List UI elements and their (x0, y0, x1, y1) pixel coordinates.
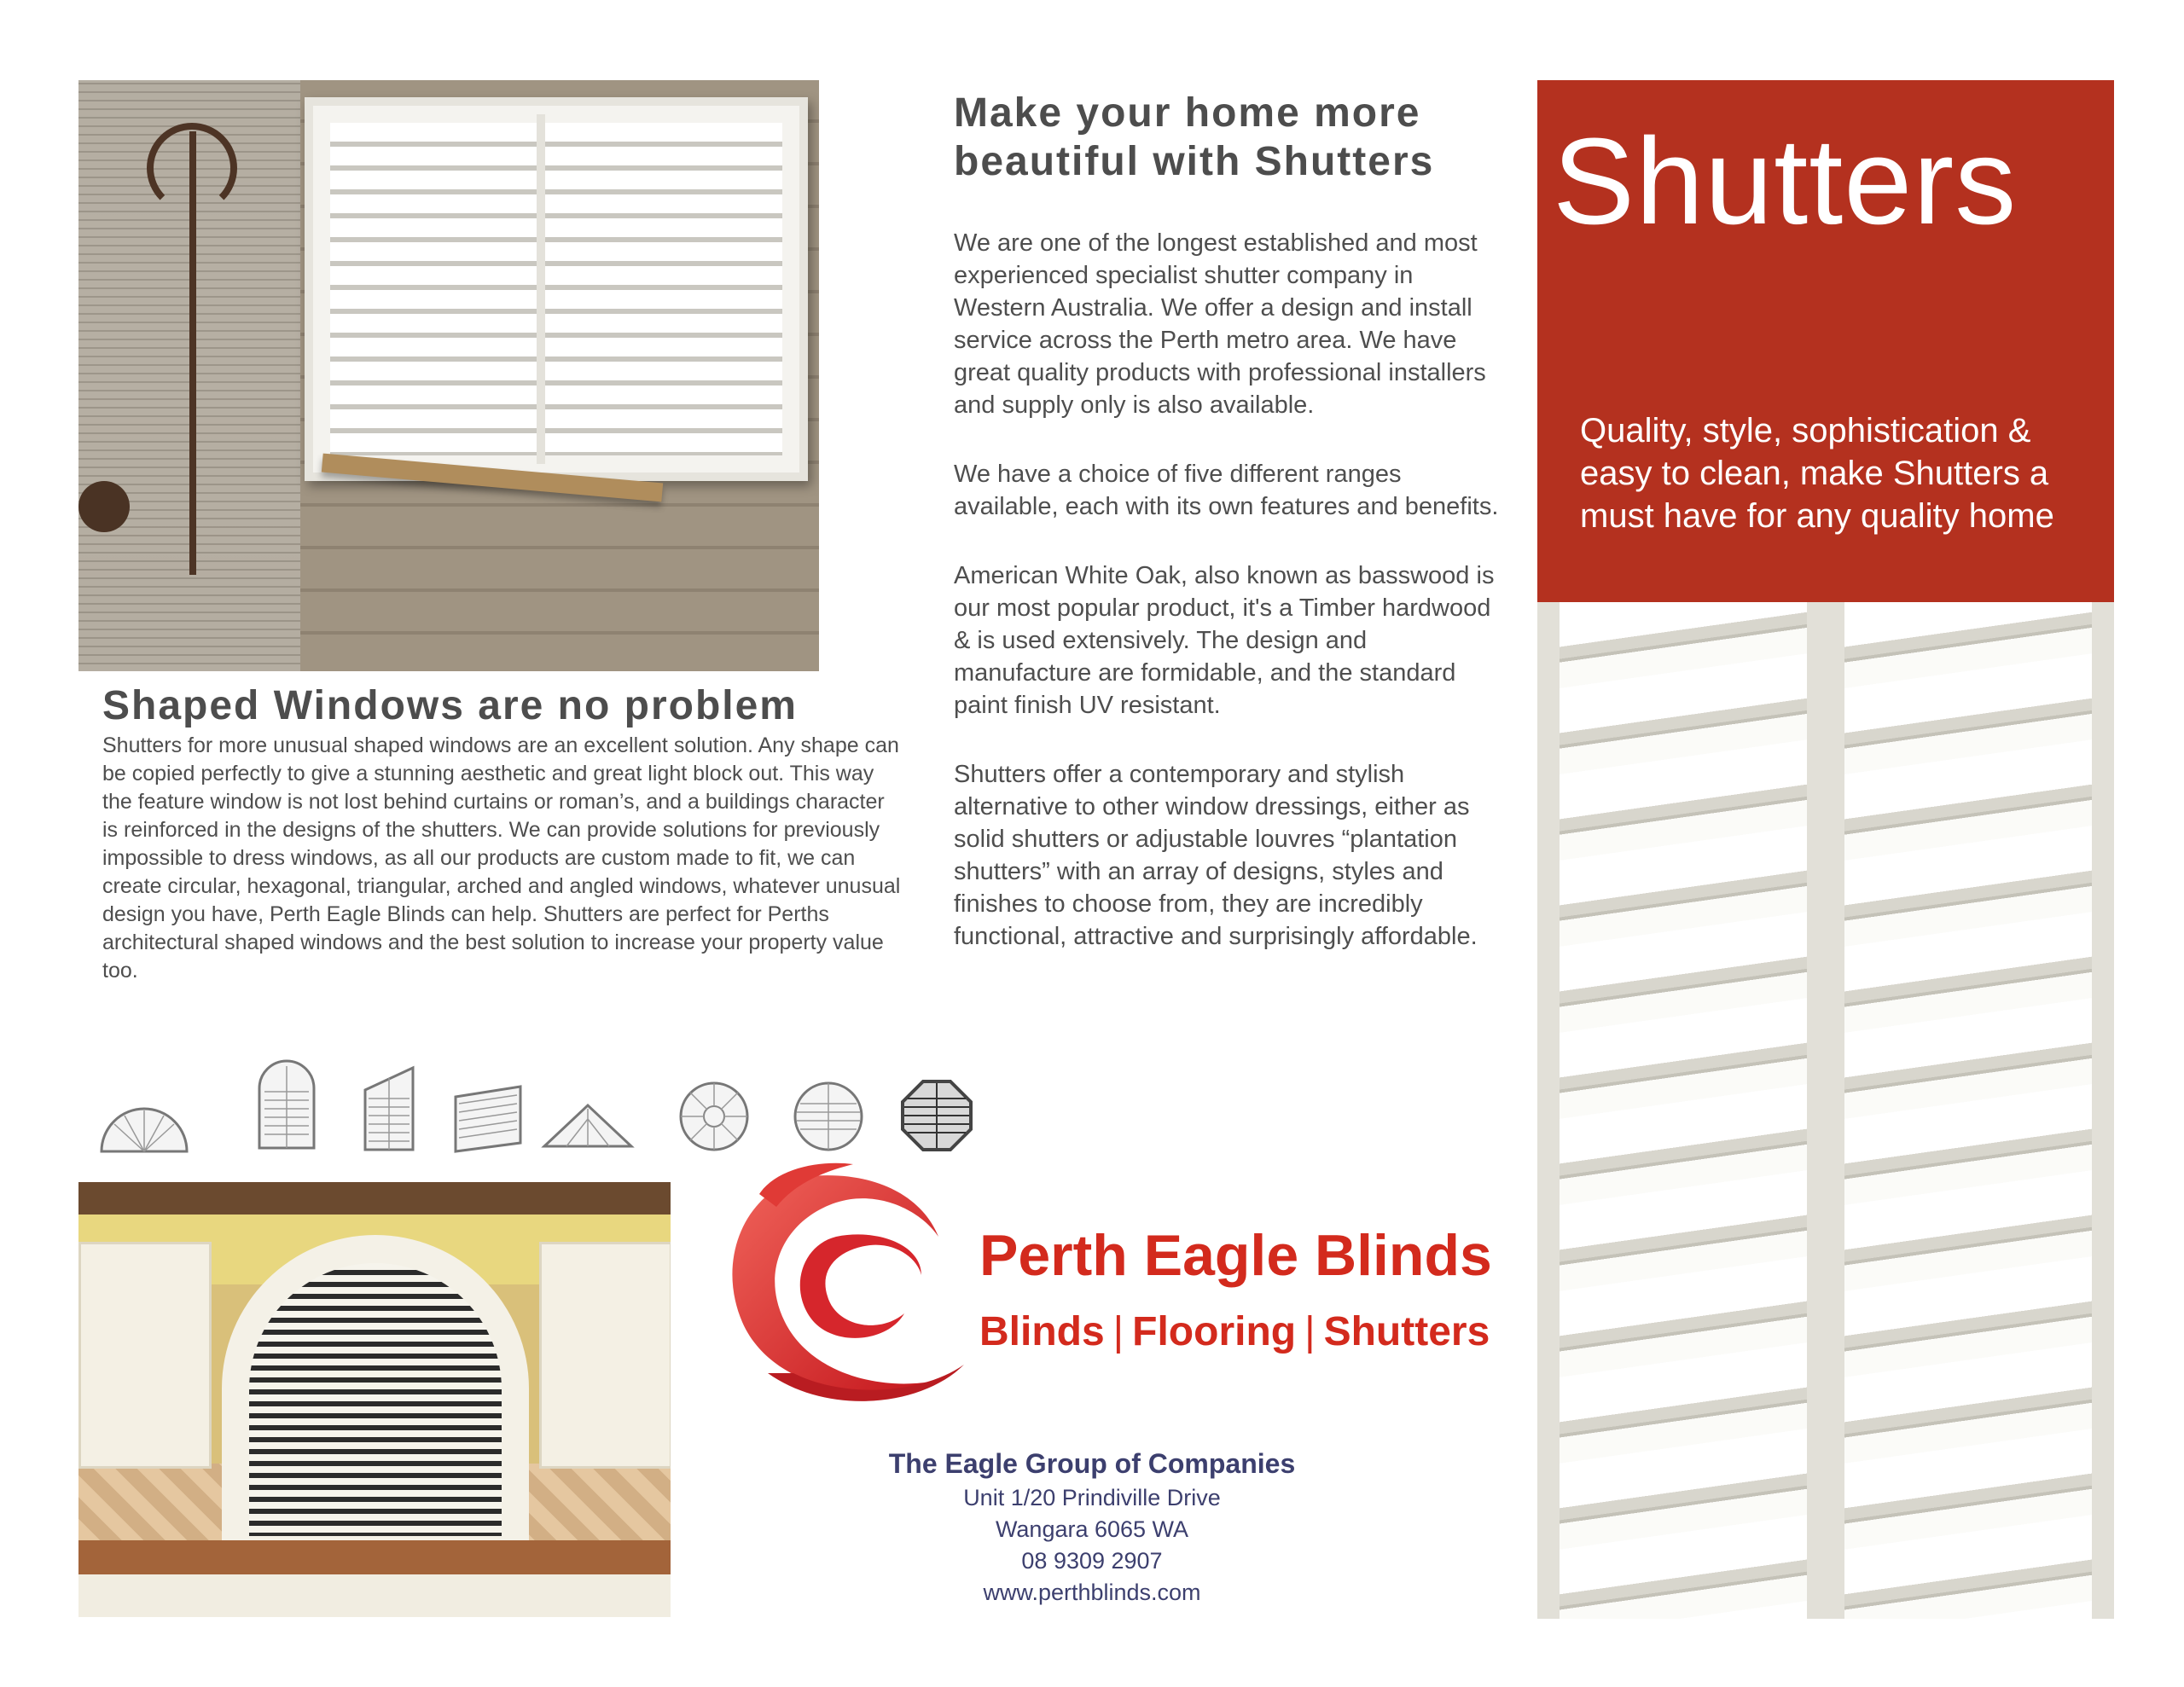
paragraph-intro: We are one of the longest established and most experienced specialist shutter company in Western Australia. We offer a design and install service across the Perth metro area. We have great quality products with professional installers and supply only is also available. (954, 229, 1486, 419)
plantation-shutter-photo (1537, 602, 2114, 1619)
bathroom-shutter-photo (78, 80, 819, 671)
circle-louvre-icon (792, 1080, 865, 1153)
arched-window-icon (256, 1058, 317, 1151)
shutter-panel-right (1844, 602, 2092, 1619)
address-line-2: Wangara 6065 WA (995, 1516, 1189, 1542)
website-link[interactable]: www.perthblinds.com (983, 1580, 1201, 1605)
paragraph-oak: American White Oak, also known as basswood is our most popular product, it's a Timber hardwood & is used extensively. The design and manufacture are formidable, and the standard paint finish UV resistant. (954, 562, 1495, 719)
trapezoid-window-icon (452, 1083, 524, 1155)
shuttered-window (305, 97, 808, 481)
address-line-1: Unit 1/20 Prindiville Drive (963, 1485, 1221, 1510)
shower-head (147, 123, 237, 213)
main-paragraphs (954, 227, 1500, 989)
brand-separator: | (1304, 1309, 1316, 1354)
angled-top-window-icon (362, 1064, 416, 1153)
title-tagline: Quality, style, sophistication & easy to clean, make Shutters a must have for any quality home (1580, 412, 2054, 535)
brand-separator: | (1112, 1309, 1124, 1354)
window-shapes-row (94, 1058, 990, 1168)
shower-valve (78, 481, 130, 532)
shaped-windows-text: Shutters for more unusual shaped windows are an excellent solution. Any shape can be copied perfectly to give a stunning aesthetic and great light block out. This way the feature window is not lost behind curtains or roman’s, and a buildings character is reinforced in the designs of the shutters. We can provide solutions for previously impossible to dress windows, as all our products are custom made to fit, we can create circular, hexagonal, triangular, arched and angled windows, whatever unusual design you have, Perth Eagle Blinds can help. Shutters are perfect for Perths architectural shaped windows and the best solution to increase your property value too. (102, 733, 901, 983)
paragraph-style: Shutters offer a contemporary and stylish alternative to other window dressings, either as solid shutters or adjustable louvres “plantation shutters” with an array of designs, styles and finishes to choose from, they are incredibly functional, attractive and surprisingly affordable. (954, 761, 1478, 950)
shutter-panel-left (1560, 602, 1807, 1619)
kitchen-counter (78, 1540, 671, 1574)
main-heading: Make your home more beautiful with Shutters (954, 90, 1435, 184)
shutter-center-stile (1807, 602, 1844, 1619)
page-title: Shutters (1553, 113, 2018, 250)
triangle-window-icon (541, 1102, 635, 1150)
kitchen-arched-shutter-photo (78, 1182, 671, 1617)
brand-name: Perth Eagle Blinds (979, 1223, 1492, 1288)
eagle-logo-icon (708, 1160, 1015, 1416)
shutter-stile-left (1537, 602, 1560, 1619)
circle-sunburst-icon (677, 1080, 751, 1153)
window-divider (537, 114, 545, 464)
brand-tag-flooring: Flooring (1132, 1309, 1297, 1354)
half-circle-icon (97, 1100, 191, 1155)
kitchen-lower-cabinets (78, 1574, 671, 1617)
arched-window-shutters (249, 1263, 502, 1536)
octagon-window-icon (899, 1078, 974, 1153)
contact-block (879, 1445, 1305, 1609)
brand-tagline (979, 1308, 1490, 1355)
shaped-windows-heading: Shaped Windows are no problem (102, 683, 798, 728)
brand-tag-blinds: Blinds (979, 1309, 1105, 1354)
brand-tag-shutters: Shutters (1323, 1309, 1490, 1354)
shutter-stile-right (2092, 602, 2114, 1619)
kitchen-cabinet-right (539, 1242, 671, 1469)
phone-number: 08 9309 2907 (1021, 1548, 1163, 1574)
kitchen-cabinet-left (78, 1242, 212, 1469)
window-louvers (330, 123, 782, 455)
company-name: The Eagle Group of Companies (888, 1448, 1296, 1479)
paragraph-ranges: We have a choice of five different ranges available, each with its own features and benefits. (954, 461, 1499, 520)
